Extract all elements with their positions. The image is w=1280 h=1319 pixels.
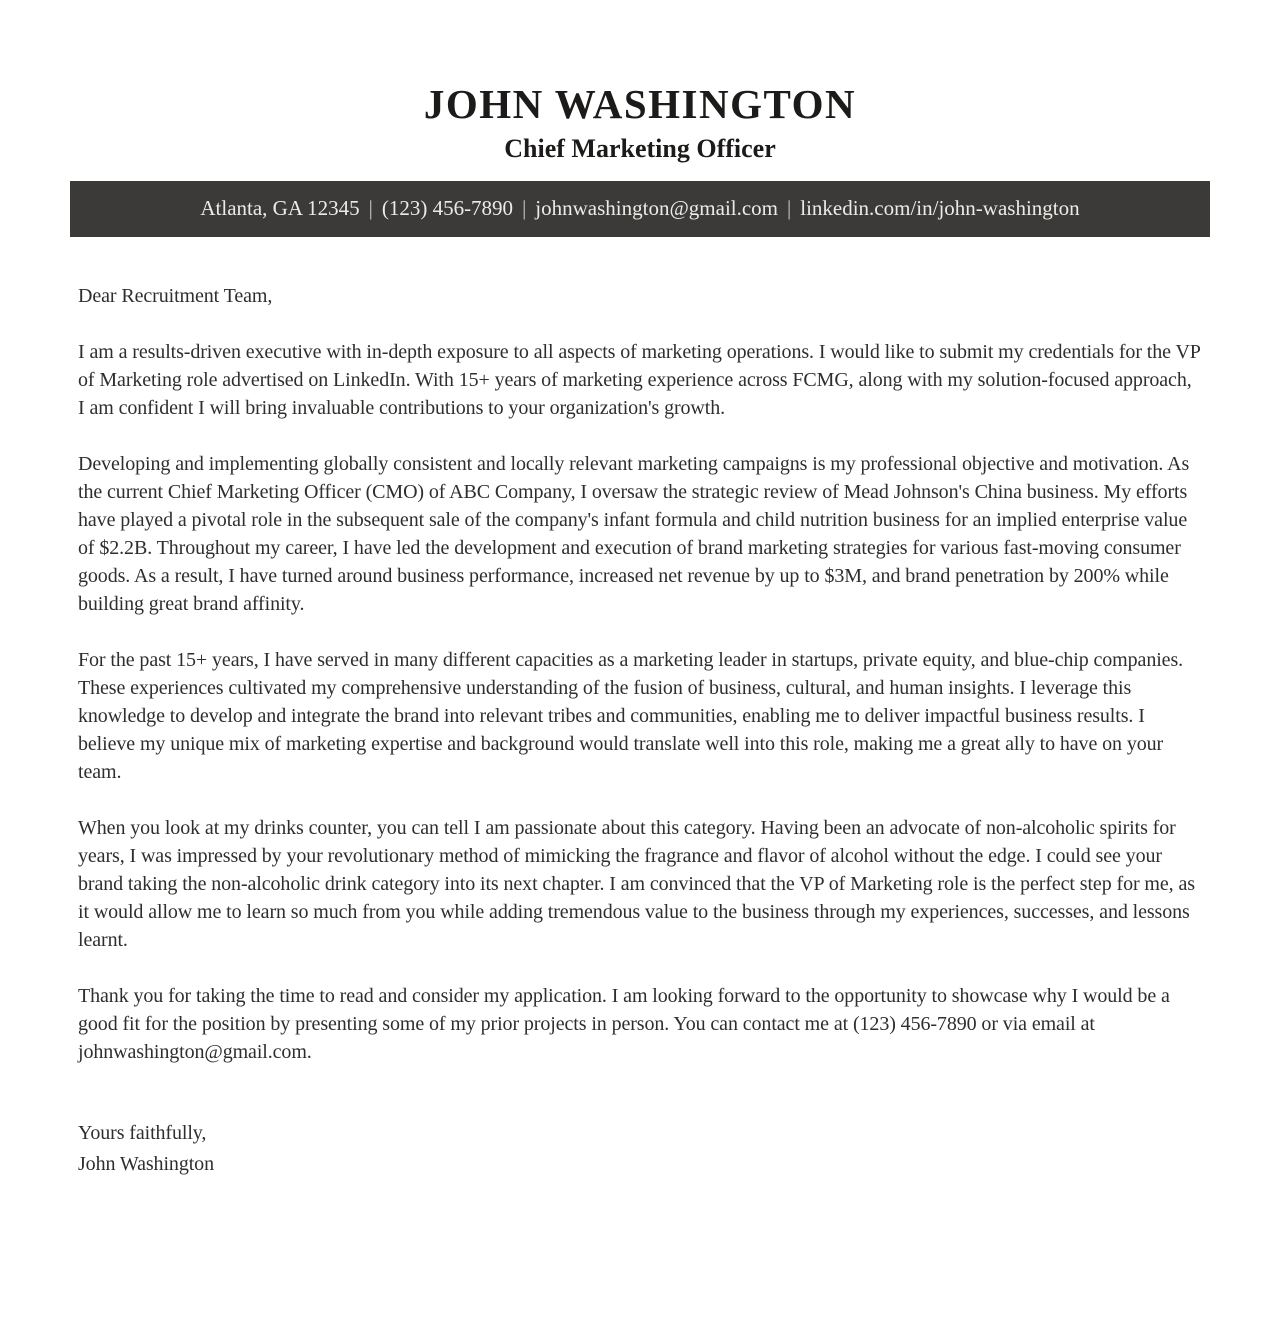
document-header — [0, 0, 1280, 162]
paragraph-motivation: When you look at my drinks counter, you can tell I am passionate about this category. Having been an advocate of non-alcoholic spirits for years, I was impressed by your revolutionary method of mimicking the fragrance and flavor of alcohol without the edge. I could see your brand taking the non-alcoholic drink category into its next chapter. I am convinced that the VP of Marketing role is the perfect step for me, as it would allow me to learn so much from you while adding tremendous value to the business through my experiences, successes, and lessons learnt. — [78, 817, 1195, 951]
closing-phrase: Yours faithfully, — [78, 1122, 207, 1144]
separator-pipe: | — [522, 196, 527, 220]
contact-linkedin: linkedin.com/in/john-washington — [800, 196, 1080, 220]
salutation: Dear Recruitment Team, — [78, 285, 273, 307]
letter-body — [78, 237, 1202, 1180]
paragraph-intro: I am a results-driven executive with in-depth exposure to all aspects of marketing operations. I would like to submit my credentials for the VP of Marketing role advertised on LinkedIn. With 15+ years of marketing experience across FCMG, along with my solution-focused approach, I am confident I will bring invaluable contributions to your organization's growth. — [78, 341, 1201, 419]
contact-location: Atlanta, GA 12345 — [200, 196, 360, 220]
paragraph-experience: Developing and implementing globally consistent and locally relevant marketing campaigns is my professional objective and motivation. As the current Chief Marketing Officer (CMO) of ABC Company, I oversaw the strategic review of Mead Johnson's China business. My efforts have played a pivotal role in the subsequent sale of the company's infant formula and child nutrition business for an implied enterprise value of $2.2B. Throughout my career, I have led the development and execution of brand marketing strategies for various fast-moving consumer goods. As a result, I have turned around business performance, increased net revenue by up to $3M, and brand penetration by 200% while building great brand affinity. — [78, 453, 1190, 615]
separator-pipe: | — [368, 196, 373, 220]
candidate-name: JOHN WASHINGTON — [423, 81, 857, 127]
contact-email: johnwashington@gmail.com — [535, 196, 779, 220]
signature-name: John Washington — [78, 1153, 214, 1175]
paragraph-thanks: Thank you for taking the time to read and consider my application. I am looking forward to the opportunity to showcase why I would be a good fit for the position by presenting some of my prior projects in person. You can contact me at (123) 456-7890 or via email at johnwashington@gmail.com. — [78, 985, 1170, 1063]
separator-pipe: | — [787, 196, 792, 220]
contact-phone: (123) 456-7890 — [381, 196, 514, 220]
signoff-block — [78, 1118, 1202, 1180]
contact-bar — [70, 181, 1210, 237]
paragraph-background: For the past 15+ years, I have served in many different capacities as a marketing leader in startups, private equity, and blue-chip companies. These experiences cultivated my comprehensive understanding of the fusion of business, cultural, and human insights. I leverage this knowledge to develop and integrate the brand into relevant tribes and communities, enabling me to deliver impactful business results. I believe my unique mix of marketing expertise and background would translate well into this role, making me a great ally to have on your team. — [78, 649, 1184, 783]
candidate-title: Chief Marketing Officer — [504, 134, 776, 163]
